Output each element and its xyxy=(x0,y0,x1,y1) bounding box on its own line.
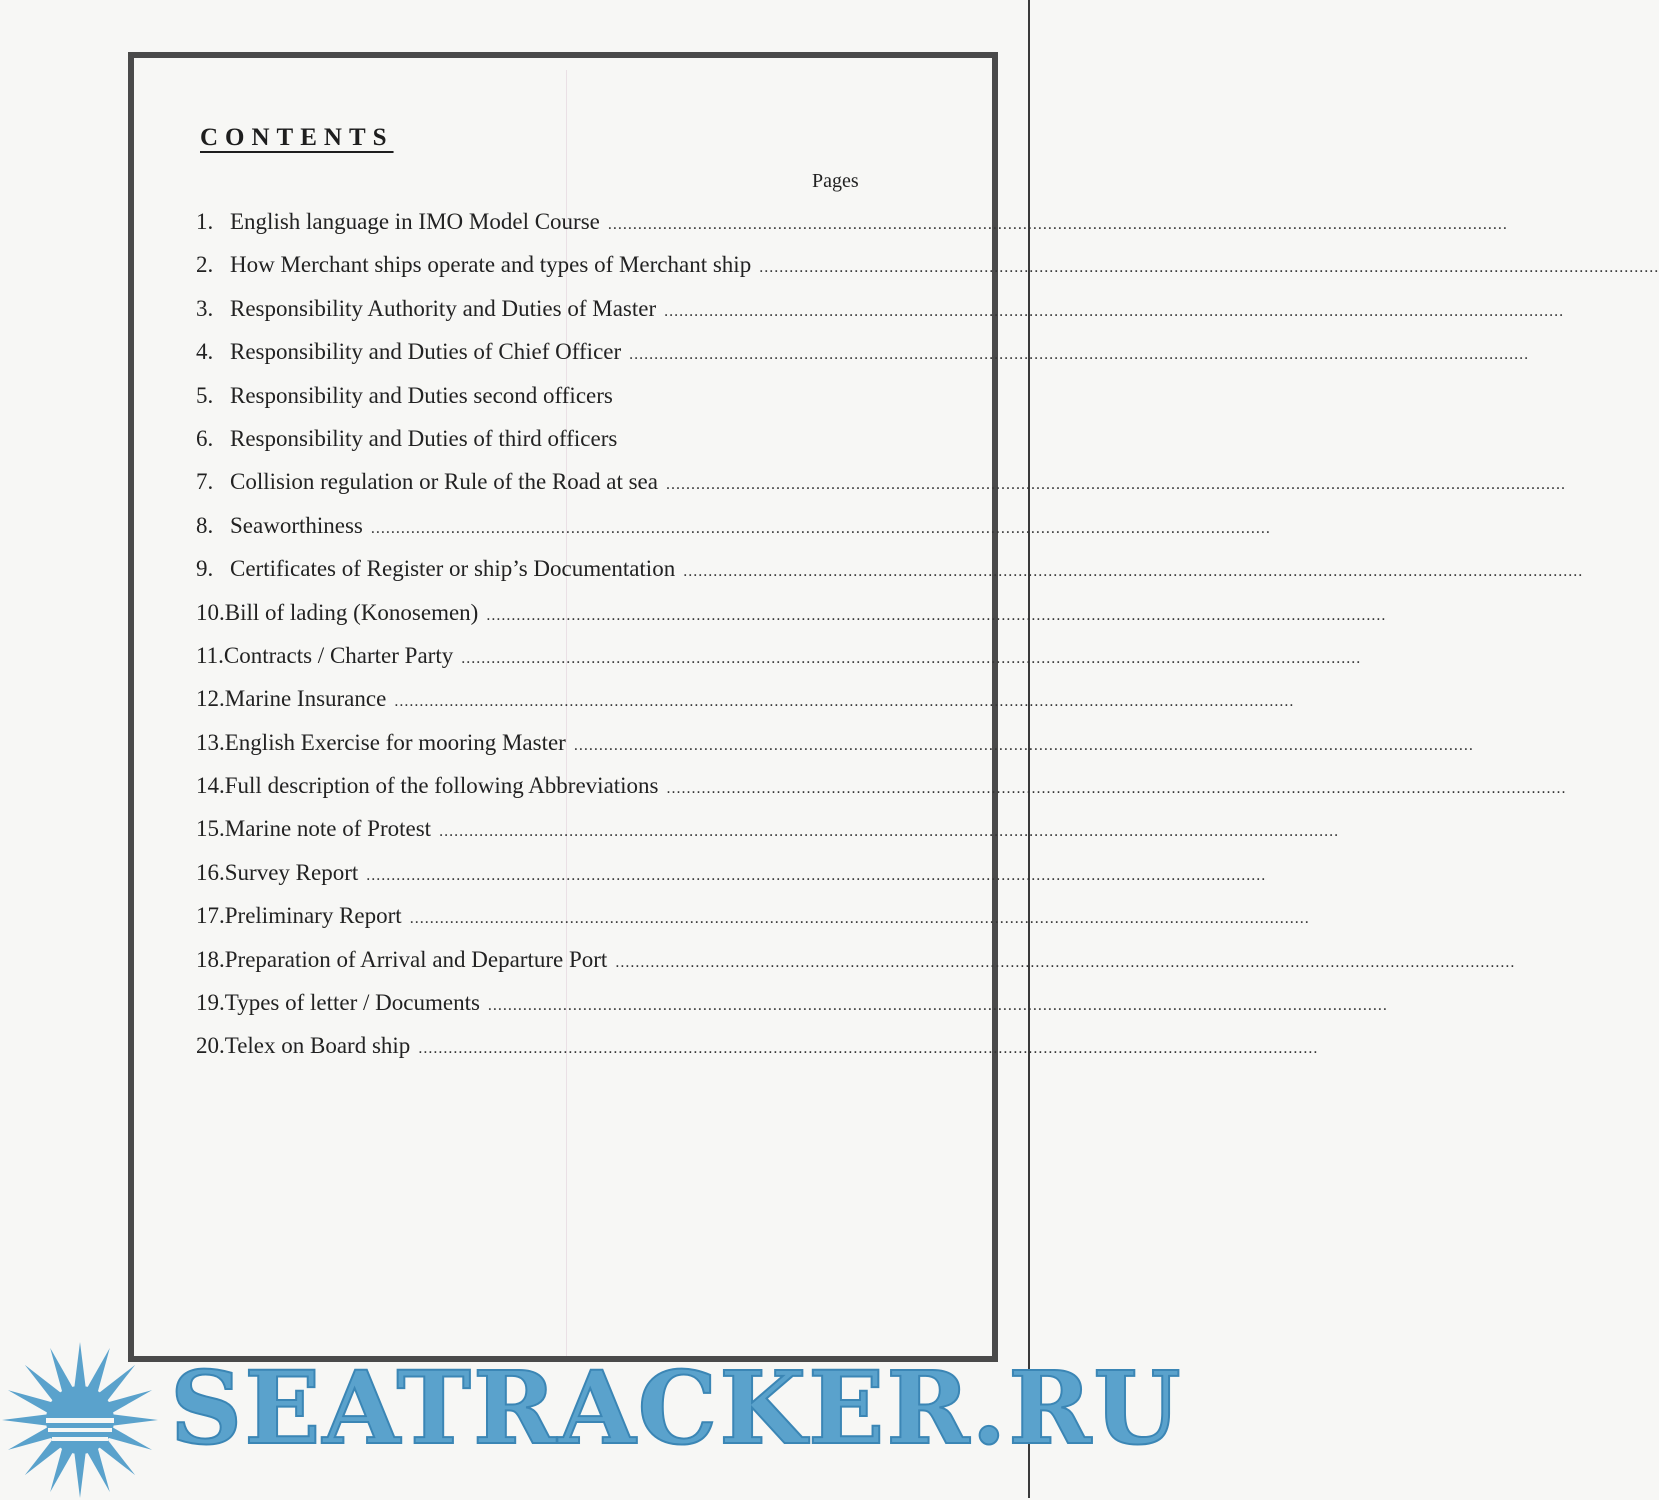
page-title: CONTENTS xyxy=(200,124,394,151)
toc-entry xyxy=(196,938,856,981)
toc-number: 5. xyxy=(196,382,214,408)
toc-number: 1. xyxy=(196,209,214,234)
toc-number: 13. xyxy=(196,729,225,755)
watermark-text: SEATRACKER.RU xyxy=(170,1349,1183,1467)
table-of-contents xyxy=(196,200,856,1068)
dot-leader xyxy=(574,724,1474,767)
toc-entry xyxy=(196,677,856,720)
dot-leader xyxy=(759,246,1659,289)
toc-entry xyxy=(196,417,856,460)
toc-title: Marine note of Protest xyxy=(224,816,432,842)
toc-number: 17. xyxy=(196,903,225,929)
toc-number: 7. xyxy=(196,469,214,495)
toc-entry xyxy=(196,287,856,330)
toc-title: English language in IMO Model Course xyxy=(230,209,600,234)
toc-title: Responsibility and Duties second officers xyxy=(230,382,613,408)
toc-number: 16. xyxy=(196,859,225,885)
toc-number: 14. xyxy=(196,773,225,799)
toc-title: Responsibility and Duties of Chief Officer xyxy=(230,339,622,365)
toc-number: 15. xyxy=(196,816,225,842)
dot-leader xyxy=(486,594,1386,637)
toc-entry xyxy=(196,460,856,503)
toc-title: Seaworthiness xyxy=(230,512,363,538)
toc-number: 4. xyxy=(196,339,214,365)
toc-number: 9. xyxy=(196,556,214,582)
toc-title: Responsibility and Duties of third officers xyxy=(230,425,618,451)
toc-number: 19. xyxy=(196,990,225,1016)
toc-number: 10. xyxy=(196,599,225,625)
toc-entry xyxy=(196,330,856,373)
toc-number: 2. xyxy=(196,252,214,278)
toc-entry xyxy=(196,764,856,807)
toc-entry xyxy=(196,547,856,590)
toc-number: 12. xyxy=(196,686,225,712)
toc-title: Telex on Board ship xyxy=(224,1033,411,1059)
toc-entry xyxy=(196,894,856,937)
dot-leader xyxy=(664,290,1564,333)
dot-leader xyxy=(371,507,1271,550)
dot-leader xyxy=(667,767,1567,810)
dot-leader xyxy=(629,333,1529,376)
toc-entry xyxy=(196,374,856,417)
dot-leader xyxy=(366,854,1266,897)
toc-entry xyxy=(196,851,856,894)
toc-title: Types of letter / Documents xyxy=(224,990,480,1016)
dot-leader xyxy=(683,550,1583,593)
dot-leader xyxy=(410,897,1310,940)
toc-entry xyxy=(196,981,856,1024)
sun-icon xyxy=(0,1340,165,1500)
dot-leader xyxy=(615,941,1515,984)
toc-title: Preparation of Arrival and Departure Port xyxy=(224,946,608,972)
toc-number: 18. xyxy=(196,946,225,972)
watermark xyxy=(0,1330,1183,1498)
dot-leader xyxy=(439,810,1339,853)
dot-leader xyxy=(418,1027,1318,1070)
toc-entry xyxy=(196,634,856,677)
toc-title: Certificates of Register or ship’s Documentation xyxy=(230,556,676,582)
toc-number: 8. xyxy=(196,512,214,538)
pages-column-label: Pages xyxy=(812,170,859,192)
toc-title: Responsibility Authority and Duties of Master xyxy=(230,295,657,321)
toc-entry xyxy=(196,807,856,850)
dot-leader xyxy=(608,203,1508,246)
toc-number: 11. xyxy=(196,642,224,668)
toc-title: How Merchant ships operate and types of Merchant ship xyxy=(230,252,752,278)
toc-title: English Exercise for mooring Master xyxy=(224,729,566,755)
toc-title: Survey Report xyxy=(224,859,359,885)
toc-number: 3. xyxy=(196,295,214,321)
dot-leader xyxy=(666,463,1566,506)
toc-number: 6. xyxy=(196,425,214,451)
toc-entry xyxy=(196,243,856,286)
toc-title: Full description of the following Abbreviations xyxy=(224,773,659,799)
toc-entry xyxy=(196,200,856,243)
dot-leader xyxy=(394,680,1294,723)
toc-entry xyxy=(196,504,856,547)
toc-title: Bill of lading (Konosemen) xyxy=(224,599,479,625)
toc-title: Preliminary Report xyxy=(224,903,402,929)
toc-number: 20. xyxy=(196,1033,225,1059)
toc-title: Collision regulation or Rule of the Road at sea xyxy=(230,469,658,495)
dot-leader xyxy=(461,637,1361,680)
toc-entry xyxy=(196,591,856,634)
toc-title: Contracts / Charter Party xyxy=(223,642,454,668)
toc-entry xyxy=(196,1024,856,1067)
toc-entry xyxy=(196,721,856,764)
toc-title: Marine Insurance xyxy=(224,686,387,712)
dot-leader xyxy=(488,984,1388,1027)
